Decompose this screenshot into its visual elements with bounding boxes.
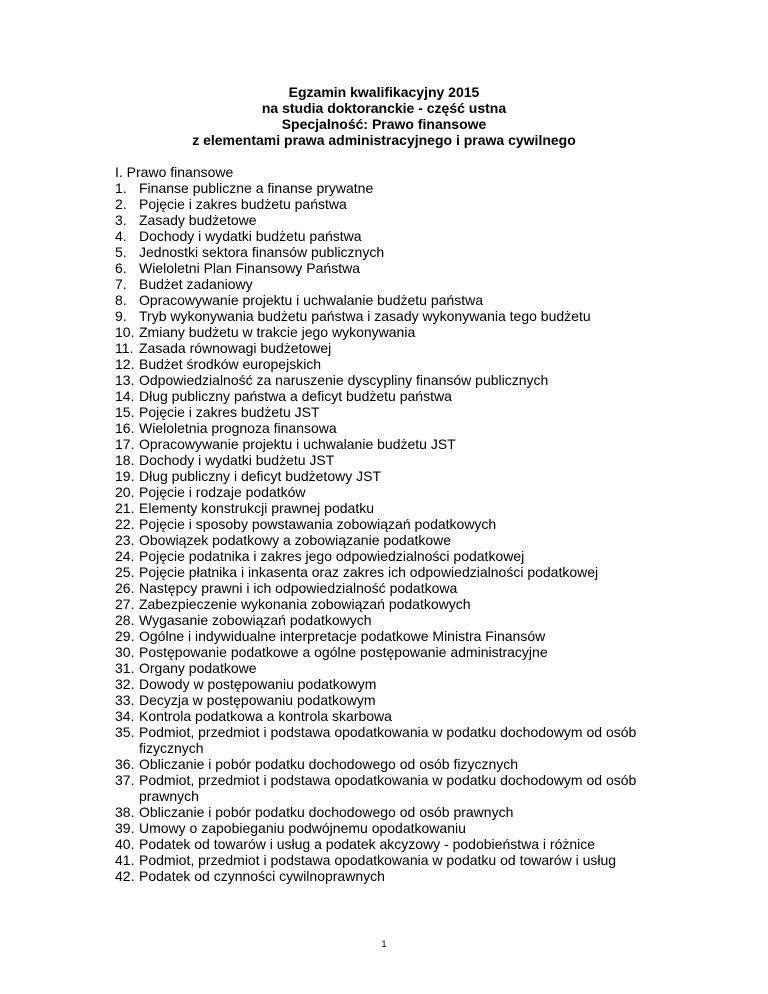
list-item — [115, 516, 675, 532]
list-item-text: Ogólne i indywidualne interpretacje podatkowe Ministra Finansów — [139, 628, 546, 644]
list-item — [115, 820, 675, 836]
list-item-text: Obliczanie i pobór podatku dochodowego od osób fizycznych — [139, 756, 519, 772]
list-item — [115, 500, 675, 516]
list-item-text: Pojęcie i sposoby powstawania zobowiązań podatkowych — [139, 516, 497, 532]
list-item — [115, 596, 675, 612]
list-item — [115, 772, 675, 804]
list-item-number: 42. — [115, 868, 135, 884]
list-item-number: 10. — [115, 324, 135, 340]
list-item — [115, 564, 675, 580]
list-item — [115, 852, 675, 868]
list-item-number: 25. — [115, 564, 135, 580]
list-item-text: Zabezpieczenie wykonania zobowiązań podatkowych — [139, 596, 471, 612]
list-item — [115, 212, 675, 228]
list-item — [115, 468, 675, 484]
list-item — [115, 692, 675, 708]
list-item-number: 37. — [115, 772, 135, 788]
list-item-text: Postępowanie podatkowe a ogólne postępowanie administracyjne — [139, 644, 548, 660]
list-item — [115, 292, 675, 308]
list-item — [115, 260, 675, 276]
header-line-specialty: Specjalność: Prawo finansowe — [281, 116, 487, 132]
list-item-number: 33. — [115, 692, 135, 708]
list-item-number: 8. — [115, 292, 127, 308]
list-item-text: Podatek od czynności cywilnoprawnych — [139, 868, 385, 884]
list-item-text: Dochody i wydatki budżetu JST — [139, 452, 335, 468]
page-number: 1 — [381, 939, 387, 949]
list-item-number: 1. — [115, 180, 127, 196]
list-item-text: Pojęcie i rodzaje podatków — [139, 484, 306, 500]
list-item-text: Obowiązek podatkowy a zobowiązanie podatkowe — [139, 532, 452, 548]
list-item-text: Wieloletnia prognoza finansowa — [139, 420, 337, 436]
list-item-text: Budżet zadaniowy — [139, 276, 253, 292]
list-item-text: Wygasanie zobowiązań podatkowych — [139, 612, 372, 628]
list-item-number: 36. — [115, 756, 135, 772]
list-item — [115, 308, 675, 324]
list-item-text: Jednostki sektora finansów publicznych — [139, 244, 385, 260]
list-item-text: Umowy o zapobieganiu podwójnemu opodatkowaniu — [139, 820, 466, 836]
list-item — [115, 676, 675, 692]
list-item-number: 28. — [115, 612, 135, 628]
header-line-exam: Egzamin kwalifikacyjny 2015 — [288, 84, 480, 100]
list-item-text: Finanse publiczne a finanse prywatne — [139, 180, 374, 196]
list-item-text: Podmiot, przedmiot i podstawa opodatkowania w podatku od towarów i usług — [139, 852, 617, 868]
list-item-number: 3. — [115, 212, 127, 228]
list-item-text: Pojęcie i zakres budżetu państwa — [139, 196, 347, 212]
list-item — [115, 340, 675, 356]
topic-list — [115, 180, 675, 884]
list-item — [115, 580, 675, 596]
list-item — [115, 868, 675, 884]
list-item-text: Pojęcie i zakres budżetu JST — [139, 404, 320, 420]
list-item-text: Dług publiczny i deficyt budżetowy JST — [139, 468, 381, 484]
list-item-text: Podatek od towarów i usług a podatek akcyzowy - podobieństwa i różnice — [139, 836, 596, 852]
list-item — [115, 324, 675, 340]
list-item-number: 27. — [115, 596, 135, 612]
list-item-number: 40. — [115, 836, 135, 852]
list-item — [115, 484, 675, 500]
list-item-number: 7. — [115, 276, 127, 292]
list-item-text: Pojęcie podatnika i zakres jego odpowiedzialności podatkowej — [139, 548, 525, 564]
list-item-number: 26. — [115, 580, 135, 596]
list-item — [115, 660, 675, 676]
list-item-text: Następcy prawni i ich odpowiedzialność podatkowa — [139, 580, 458, 596]
list-item-number: 4. — [115, 228, 127, 244]
list-item-text: Opracowywanie projektu i uchwalanie budżetu państwa — [139, 292, 483, 308]
list-item — [115, 388, 675, 404]
list-item-number: 20. — [115, 484, 135, 500]
list-item-text: Organy podatkowe — [139, 660, 257, 676]
list-item — [115, 452, 675, 468]
list-item-text: Dług publiczny państwa a deficyt budżetu państwa — [139, 388, 452, 404]
list-item-number: 12. — [115, 356, 135, 372]
list-item-number: 24. — [115, 548, 135, 564]
list-item — [115, 420, 675, 436]
list-item — [115, 228, 675, 244]
list-item — [115, 532, 675, 548]
list-item — [115, 644, 675, 660]
list-item — [115, 404, 675, 420]
list-item-number: 11. — [115, 340, 134, 356]
list-item-text: Podmiot, przedmiot i podstawa opodatkowania w podatku dochodowym od osób fizycznych — [139, 724, 637, 756]
list-item-number: 5. — [115, 244, 127, 260]
list-item-text: Tryb wykonywania budżetu państwa i zasady wykonywania tego budżetu — [139, 308, 591, 324]
list-item-number: 22. — [115, 516, 135, 532]
list-item-number: 29. — [115, 628, 135, 644]
list-item-number: 2. — [115, 196, 127, 212]
list-item-text: Pojęcie płatnika i inkasenta oraz zakres ich odpowiedzialności podatkowej — [139, 564, 599, 580]
list-item-text: Opracowywanie projektu i uchwalanie budżetu JST — [139, 436, 456, 452]
header-line-studies: na studia doktoranckie - część ustna — [261, 100, 507, 116]
list-item-number: 13. — [115, 372, 135, 388]
list-item — [115, 276, 675, 292]
list-item-number: 21. — [115, 500, 135, 516]
list-item-number: 6. — [115, 260, 127, 276]
list-item — [115, 804, 675, 820]
list-item — [115, 836, 675, 852]
list-item — [115, 756, 675, 772]
list-item-number: 30. — [115, 644, 135, 660]
list-item-text: Elementy konstrukcji prawnej podatku — [139, 500, 375, 516]
list-item-text: Decyzja w postępowaniu podatkowym — [139, 692, 376, 708]
list-item-number: 15. — [115, 404, 135, 420]
list-item-text: Dochody i wydatki budżetu państwa — [139, 228, 362, 244]
list-item-number: 18. — [115, 452, 135, 468]
list-item — [115, 372, 675, 388]
list-item-text: Zasady budżetowe — [139, 212, 257, 228]
list-item-number: 19. — [115, 468, 135, 484]
list-item — [115, 548, 675, 564]
list-item-text: Obliczanie i pobór podatku dochodowego od osób prawnych — [139, 804, 514, 820]
list-item — [115, 180, 675, 196]
list-item-text: Dowody w postępowaniu podatkowym — [139, 676, 377, 692]
list-item-text: Zmiany budżetu w trakcie jego wykonywania — [139, 324, 416, 340]
list-item-number: 9. — [115, 308, 127, 324]
list-item-number: 17. — [115, 436, 135, 452]
list-item-number: 39. — [115, 820, 135, 836]
list-item — [115, 356, 675, 372]
list-item-number: 32. — [115, 676, 135, 692]
list-item-text: Kontrola podatkowa a kontrola skarbowa — [139, 708, 392, 724]
list-item — [115, 196, 675, 212]
list-item-number: 14. — [115, 388, 135, 404]
list-item — [115, 244, 675, 260]
list-item-text: Odpowiedzialność za naruszenie dyscypliny finansów publicznych — [139, 372, 549, 388]
header-line-scope: z elementami prawa administracyjnego i prawa cywilnego — [192, 132, 576, 148]
list-item-text: Zasada równowagi budżetowej — [139, 340, 332, 356]
list-item — [115, 708, 675, 724]
list-item — [115, 612, 675, 628]
list-item — [115, 724, 675, 756]
list-item-text: Wieloletni Plan Finansowy Państwa — [139, 260, 360, 276]
list-item-text: Budżet środków europejskich — [139, 356, 322, 372]
list-item — [115, 628, 675, 644]
list-item-number: 41. — [115, 852, 135, 868]
list-item-number: 38. — [115, 804, 135, 820]
list-item-number: 34. — [115, 708, 135, 724]
list-item — [115, 436, 675, 452]
list-item-number: 23. — [115, 532, 135, 548]
list-item-number: 16. — [115, 420, 135, 436]
document-header — [0, 84, 768, 148]
list-item-text: Podmiot, przedmiot i podstawa opodatkowania w podatku dochodowym od osób prawnych — [139, 772, 637, 804]
section-title: I. Prawo finansowe — [115, 164, 234, 180]
list-item-number: 31. — [115, 660, 135, 676]
list-item-number: 35. — [115, 724, 135, 740]
